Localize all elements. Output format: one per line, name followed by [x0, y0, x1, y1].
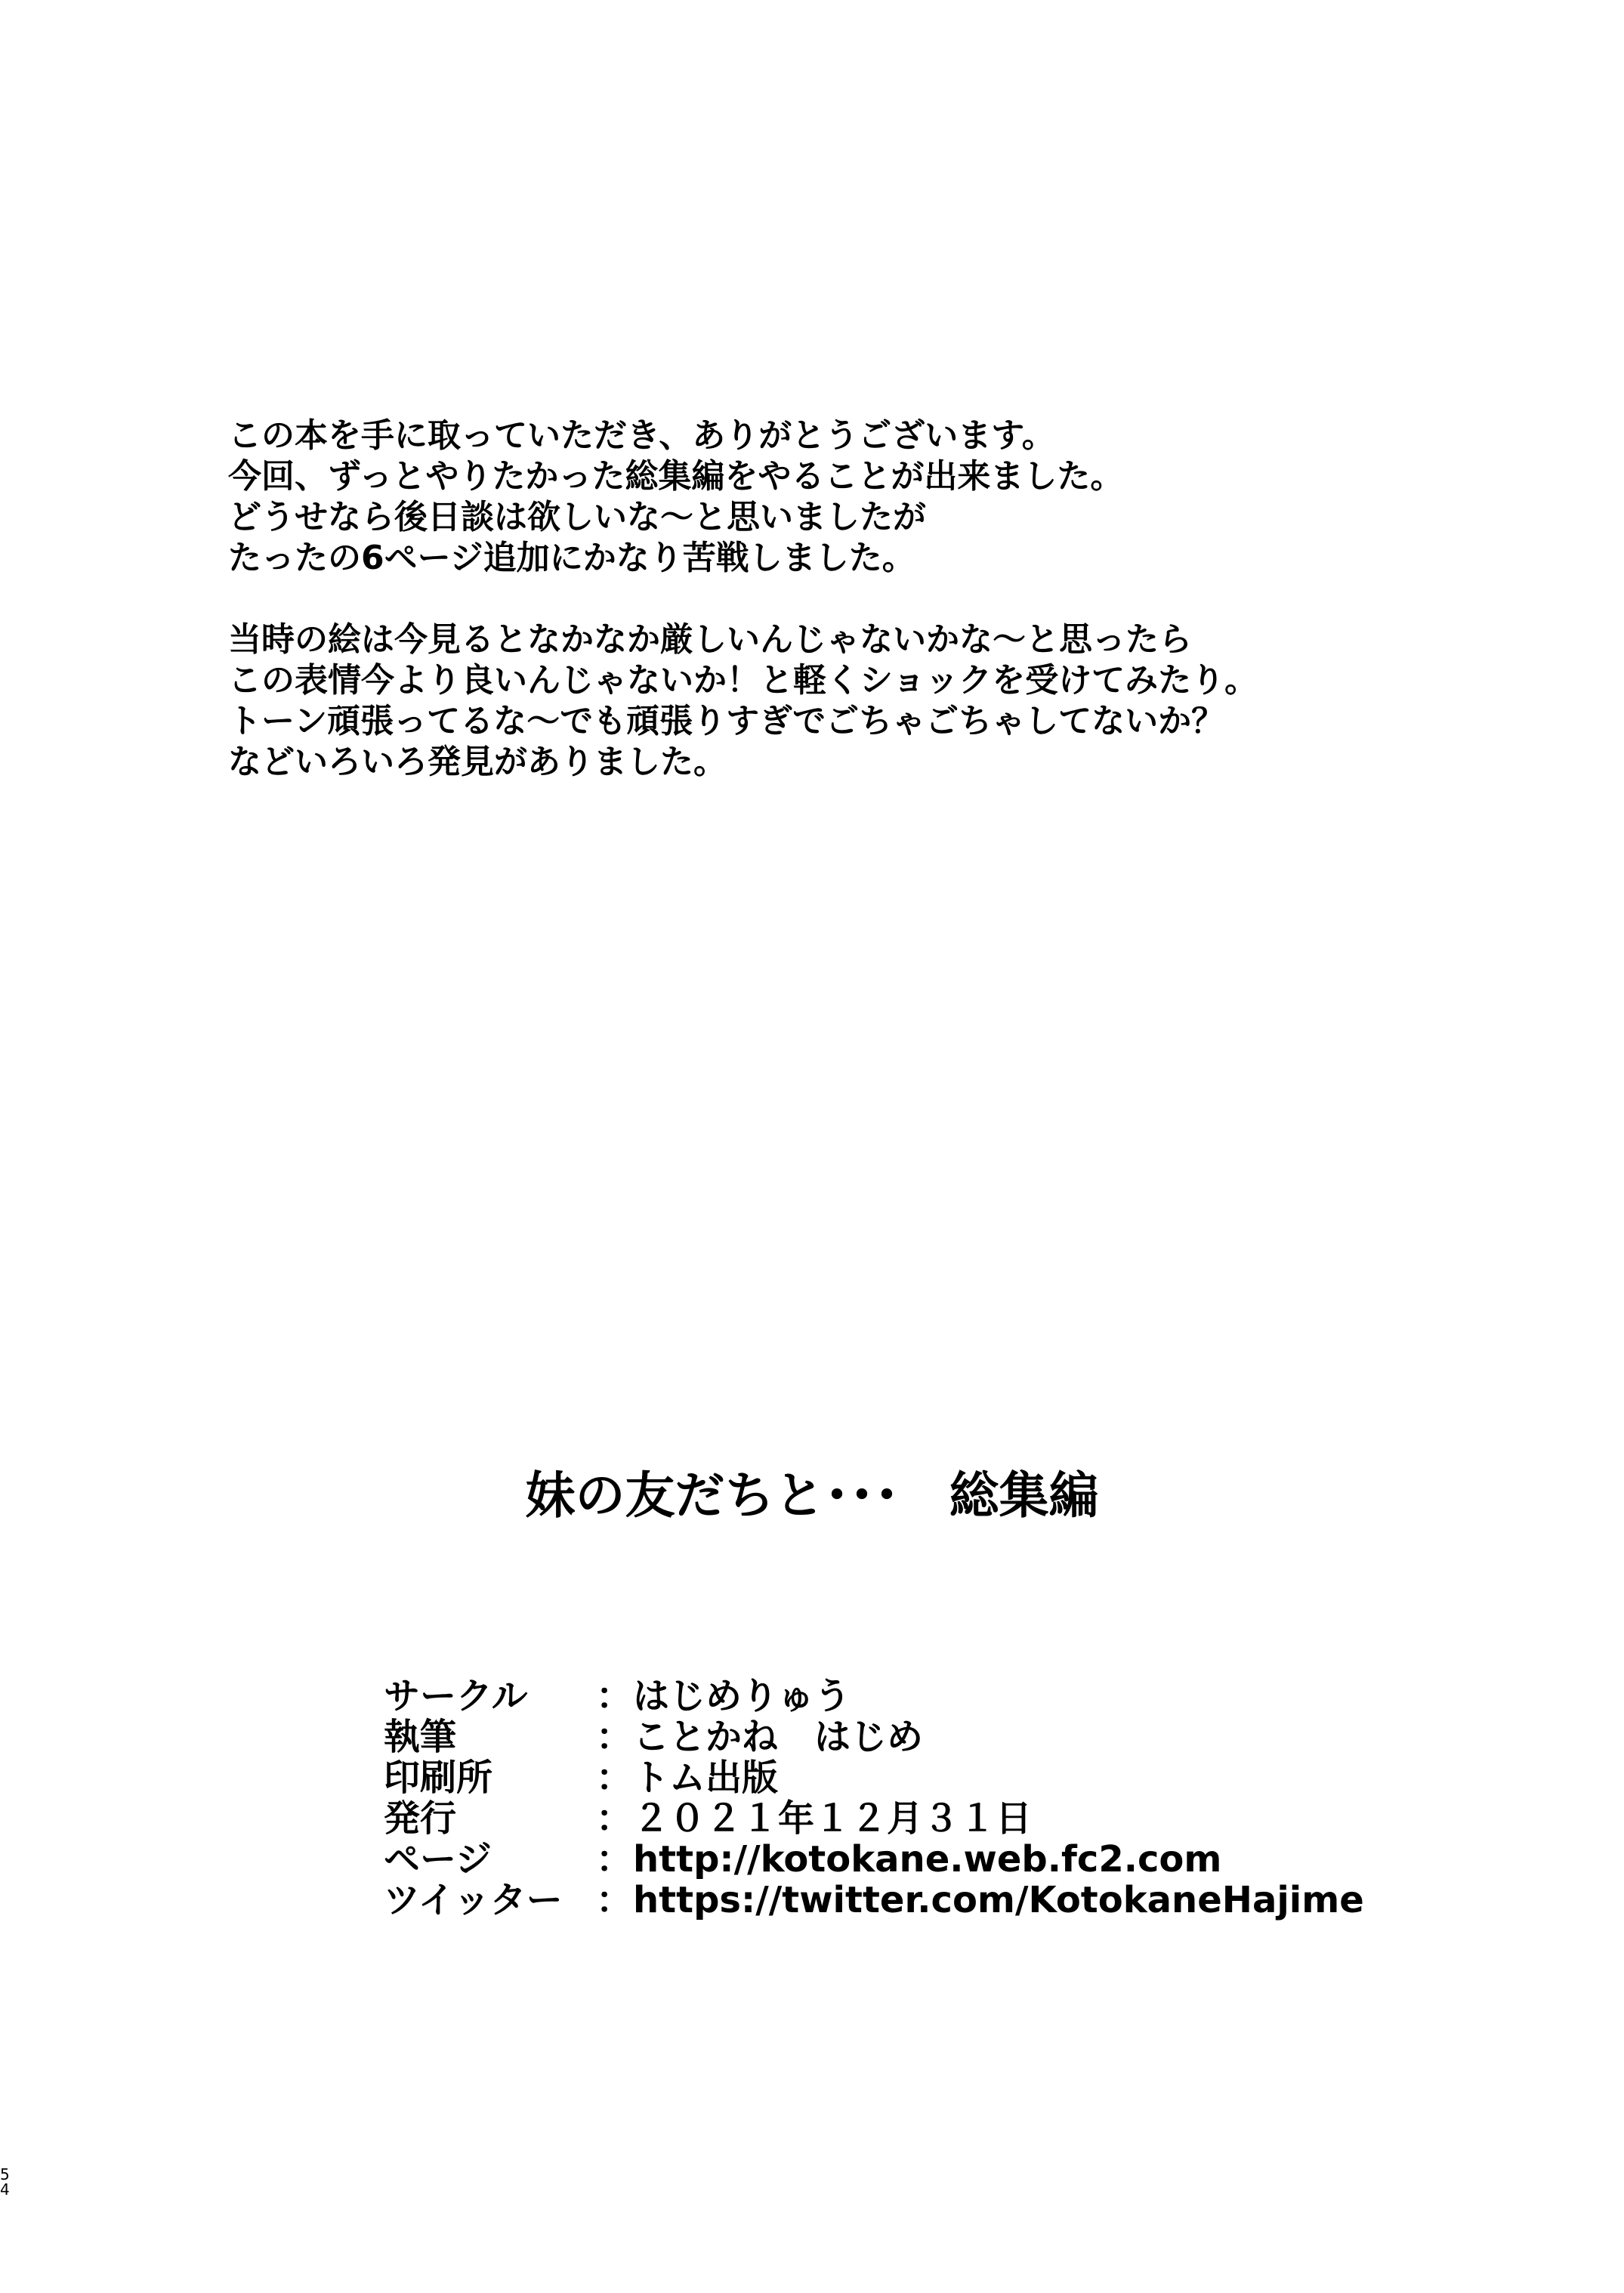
- colophon-separator: ：: [595, 1797, 632, 1840]
- colophon-separator: ：: [595, 1879, 632, 1921]
- afterword-line: どうせなら後日談は欲しいな～と思いましたが: [228, 498, 926, 536]
- colophon-separator: ：: [595, 1716, 632, 1758]
- colophon-row-issued: [384, 1798, 1364, 1839]
- colophon-value: ことかね はじめ: [633, 1716, 924, 1758]
- page-number-digit: 4: [0, 2180, 10, 2199]
- colophon-separator: ：: [595, 1675, 632, 1717]
- afterword-paragraph-1: [228, 416, 1573, 579]
- colophon-label: ツイッター: [384, 1879, 563, 1921]
- page-number-digit: 5: [0, 2165, 10, 2183]
- book-title: 妹の友だちと･･･ 総集編: [525, 1466, 1099, 1525]
- page-number: [0, 2167, 23, 2197]
- afterword-line: などいろいろ発見がありました。: [228, 743, 727, 781]
- afterword-text: [228, 416, 1573, 783]
- colophon-value: ２０２１年１２月３１日: [633, 1797, 1033, 1840]
- afterword-line: この本を手に取っていただき、ありがとうございます。: [228, 416, 1055, 455]
- afterword-line: 当時の絵は今見るとなかなか厳しいんじゃないかな～と思ったら: [228, 620, 1192, 659]
- afterword-paragraph-2: [228, 620, 1573, 783]
- afterword-line: この表情今より良いんじゃないか！と軽くショックを受けてみたり。: [228, 661, 1258, 700]
- colophon-separator: ：: [595, 1757, 632, 1799]
- colophon-row-printer: [384, 1757, 1364, 1798]
- afterword-line: トーン頑張ってるな～でも頑張りすぎでごちゃごちゃしてないか？: [228, 702, 1225, 740]
- colophon-row-author: [384, 1717, 1364, 1757]
- colophon-separator: ：: [595, 1838, 632, 1880]
- homepage-url: http://kotokane.web.fc2.com: [633, 1838, 1222, 1880]
- colophon-label: サークル: [384, 1675, 528, 1717]
- colophon-label: 執筆: [384, 1716, 457, 1758]
- colophon-label: 印刷所: [384, 1757, 493, 1799]
- colophon-row-homepage: [384, 1839, 1364, 1880]
- afterword-line: たったの6ページ追加にかなり苦戦しました。: [228, 539, 915, 577]
- afterword-line: 今回、ずっとやりたかった総集編をやることが出来ました。: [228, 457, 1124, 496]
- colophon-label: ページ: [384, 1838, 492, 1880]
- colophon-label: 発行: [384, 1797, 457, 1840]
- colophon: [384, 1676, 1364, 1921]
- twitter-url: https://twitter.com/KotokaneHajime: [633, 1879, 1364, 1921]
- colophon-value: トム出版: [633, 1757, 779, 1799]
- colophon-value: はじめりゅう: [633, 1675, 851, 1717]
- colophon-row-twitter: [384, 1880, 1364, 1921]
- colophon-row-circle: [384, 1676, 1364, 1717]
